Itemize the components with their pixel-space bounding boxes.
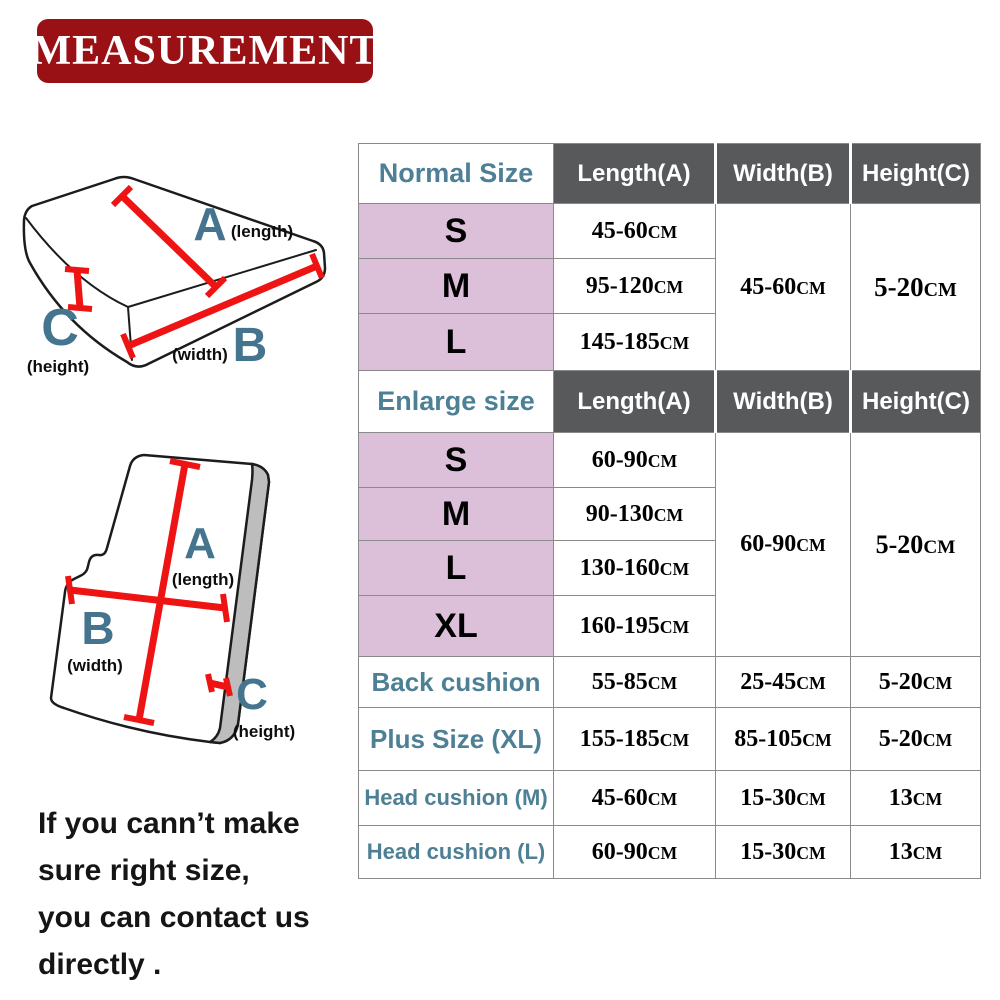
contact-note-line: sure right size,: [38, 854, 250, 887]
seat-letter-b: B: [232, 319, 268, 372]
back-letter-b: B: [81, 602, 115, 654]
height-cell: 13CM: [851, 771, 981, 826]
length-cell: 95-120CM: [554, 259, 716, 314]
table-row: [359, 657, 981, 708]
length-cell: 55-85CM: [554, 657, 716, 708]
back-cushion-diagram: [40, 440, 360, 770]
seat-label-width: (width): [172, 345, 228, 364]
seat-letter-a: A: [193, 198, 227, 250]
page-title: MEASUREMENT: [31, 28, 379, 74]
length-cell: 90-130CM: [554, 488, 716, 541]
contact-note-line: you can contact us: [38, 901, 310, 934]
width-cell-merged: 60-90CM: [716, 433, 851, 657]
length-cell: 155-185CM: [554, 708, 716, 771]
height-cell: 5-20CM: [851, 657, 981, 708]
enlarge-size-title: Enlarge size: [359, 371, 554, 433]
length-cell: 160-195CM: [554, 596, 716, 657]
size-cell: M: [359, 259, 554, 314]
back-letter-c: C: [236, 670, 268, 719]
table-row: [359, 204, 981, 259]
table-row: [359, 433, 981, 488]
size-cell: L: [359, 314, 554, 371]
height-cell-merged: 5-20CM: [851, 204, 981, 371]
width-cell: 25-45CM: [716, 657, 851, 708]
length-cell: 45-60CM: [554, 771, 716, 826]
row-label: Head cushion (L): [359, 826, 554, 879]
table-row-normal-header: [359, 144, 981, 204]
size-table: [358, 143, 981, 879]
back-label-height: (height): [232, 722, 296, 741]
width-cell: 15-30CM: [716, 826, 851, 879]
normal-size-title: Normal Size: [359, 144, 554, 204]
width-cell: 85-105CM: [716, 708, 851, 771]
measure-tick-b2-1: [68, 576, 72, 604]
table-row-enlarge-header: [359, 371, 981, 433]
measure-tick-b2-2: [223, 594, 227, 622]
height-cell-merged: 5-20CM: [851, 433, 981, 657]
table-row: [359, 708, 981, 771]
column-header-width: Width(B): [716, 144, 851, 204]
row-label: Head cushion (M): [359, 771, 554, 826]
row-label: Plus Size (XL): [359, 708, 554, 771]
measure-tick-c2-1: [208, 674, 212, 692]
size-cell: M: [359, 488, 554, 541]
seat-label-height: (height): [26, 357, 90, 376]
contact-note: [38, 800, 368, 988]
measure-tick-c2-2: [226, 678, 230, 696]
table-row: [359, 771, 981, 826]
seat-letter-c: C: [41, 299, 79, 357]
size-cell: L: [359, 541, 554, 596]
width-cell: 15-30CM: [716, 771, 851, 826]
size-cell: S: [359, 204, 554, 259]
seat-label-length: (length): [230, 222, 294, 241]
contact-note-line: If you cann’t make: [38, 807, 300, 840]
length-cell: 130-160CM: [554, 541, 716, 596]
title-banner: [31, 19, 379, 83]
length-cell: 145-185CM: [554, 314, 716, 371]
measure-tick-c1: [65, 269, 89, 271]
back-label-length: (length): [171, 570, 235, 589]
length-cell: 45-60CM: [554, 204, 716, 259]
back-letter-a: A: [184, 519, 216, 568]
back-label-width: (width): [67, 656, 123, 675]
size-cell: S: [359, 433, 554, 488]
length-cell: 60-90CM: [554, 826, 716, 879]
seat-cushion-diagram: [10, 158, 350, 398]
row-label: Back cushion: [359, 657, 554, 708]
column-header-height: Height(C): [851, 144, 981, 204]
height-cell: 13CM: [851, 826, 981, 879]
length-cell: 60-90CM: [554, 433, 716, 488]
table-row: [359, 826, 981, 879]
size-cell: XL: [359, 596, 554, 657]
height-cell: 5-20CM: [851, 708, 981, 771]
column-header-width: Width(B): [716, 371, 851, 433]
contact-note-line: directly .: [38, 948, 162, 981]
column-header-length: Length(A): [554, 144, 716, 204]
width-cell-merged: 45-60CM: [716, 204, 851, 371]
column-header-length: Length(A): [554, 371, 716, 433]
column-header-height: Height(C): [851, 371, 981, 433]
